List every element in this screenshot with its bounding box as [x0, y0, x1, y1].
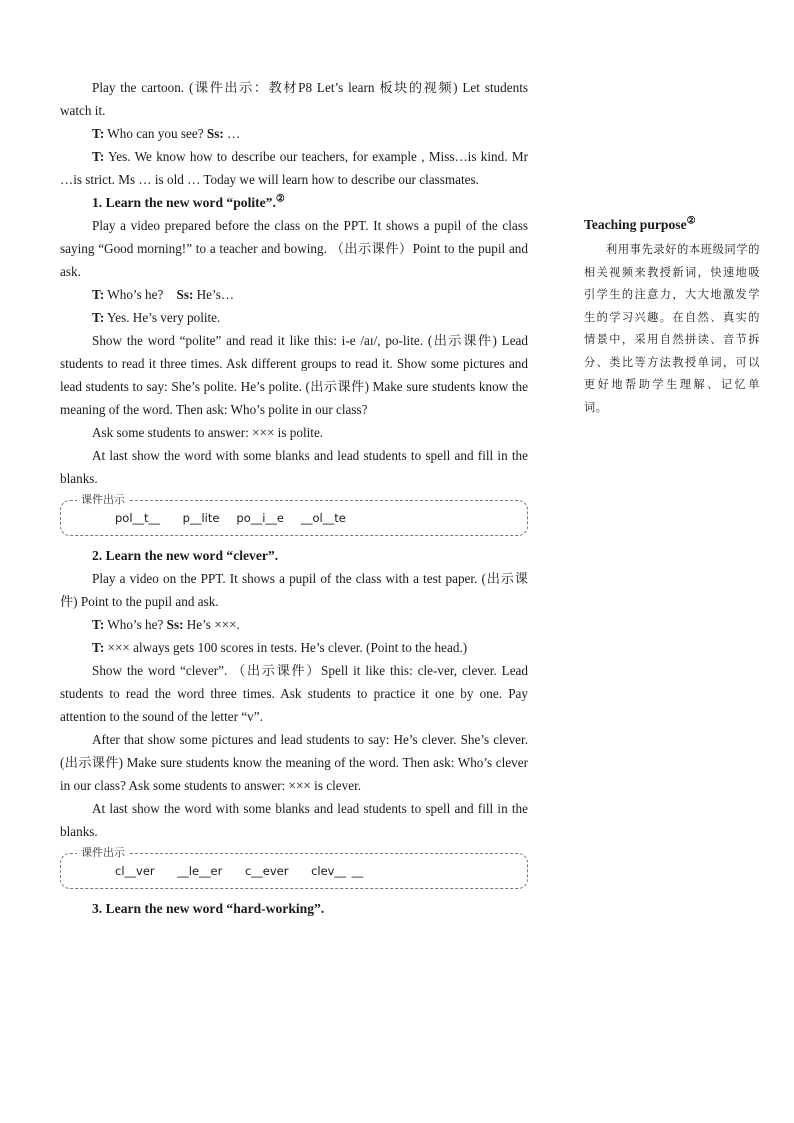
dialogue-text: … [223, 126, 241, 141]
dialogue-text: Who’s he? [104, 287, 177, 302]
note-title-text: Teaching purpose [584, 217, 687, 232]
dialogue-text: Who’s he? [104, 617, 167, 632]
footnote-mark: ② [686, 215, 696, 227]
paragraph: Play the cartoon. (课件出示：教材P8 Let’s learn 板块的视频) Let students watch it. [60, 80, 528, 118]
dialogue-line [60, 306, 528, 329]
dialogue-line [60, 283, 528, 306]
dialogue-text: Yes. He’s very polite. [104, 310, 221, 325]
courseware-tag: 课件出示 [77, 846, 129, 860]
dialogue-text: Who can you see? [104, 126, 207, 141]
note-body: 利用事先录好的本班级同学的相关视频来教授新词，快速地吸引学生的注意力，大大地激发学生的学习兴趣。在自然、真实的情景中，采用自然拼读、音节拆分、类比等方法教授单词，可以更好地帮助学生理解、记忆单词。 [584, 243, 760, 414]
speaker-ss: Ss: [176, 287, 194, 302]
speaker-t: T: [92, 287, 105, 302]
speaker-t: T: [92, 617, 105, 632]
paragraph: After that show some pictures and lead students to say: He’s clever. She’s clever. (出示课件) Make sure students know the meaning of the word. Then ask: Who’s clever in our class? Ask some students to answer: ××× is clever. [60, 732, 528, 793]
dialogue-text: Yes. We know how to describe our teachers, for example , Miss…is kind. Mr …is strict. Ms … is old … Today we will learn how to describe our classmates. [60, 149, 528, 187]
courseware-box [60, 846, 528, 889]
dialogue-text: He’s… [193, 287, 235, 302]
paragraph: Show the word “polite” and read it like this: i-e /aɪ/, po-lite. (出示课件) Lead students to read it three times. Ask different groups to read it. Show some pictures and lead students to say: She’s polite. He’s polite. (出示课件) Make sure students know the meaning of the word. Then ask: Who’s polite in our class? [60, 333, 528, 417]
dialogue-line [60, 613, 528, 636]
paragraph: Play a video on the PPT. It shows a pupil of the class with a test paper. (出示课件) Point to the pupil and ask. [60, 571, 528, 609]
paragraph: Show the word “clever”. （出示课件）Spell it like this: cle-ver, clever. Lead students to read the word three times. Ask students to practice it one by one. Pay attention to the sound of the letter “v”. [60, 663, 528, 724]
teaching-purpose-note [584, 214, 760, 419]
lesson-content [60, 76, 528, 920]
speaker-ss: Ss: [166, 617, 184, 632]
paragraph: At last show the word with some blanks and lead students to spell and fill in the blanks. [60, 801, 528, 839]
speaker-t: T: [92, 149, 105, 164]
footnote-mark: ② [275, 193, 285, 205]
courseware-box [60, 493, 528, 536]
paragraph: Ask some students to answer: ××× is polite. [92, 425, 324, 440]
paragraph: Play a video prepared before the class on the PPT. It shows a pupil of the class saying “Good morning!” to a teacher and bowing. （出示课件）Point to the pupil and ask. [60, 218, 528, 279]
paragraph: At last show the word with some blanks and lead students to spell and fill in the blanks. [60, 448, 528, 486]
blank-words: cl__ver __le__er c__ever clev__ __ [115, 864, 364, 878]
note-title [584, 214, 760, 236]
section-heading-polite [60, 191, 528, 214]
dialogue-line [60, 122, 528, 145]
heading-text: 1. Learn the new word “polite”. [92, 195, 276, 210]
speaker-t: T: [92, 126, 105, 141]
section-heading-hard-working: 3. Learn the new word “hard-working”. [92, 901, 325, 916]
blank-words: pol__t__ p__lite po__i__e __ol__te [115, 511, 346, 525]
speaker-ss: Ss: [206, 126, 224, 141]
speaker-t: T: [92, 640, 105, 655]
section-heading-clever: 2. Learn the new word “clever”. [92, 548, 279, 563]
dialogue-text: He’s ×××. [183, 617, 240, 632]
dialogue-line [60, 145, 528, 191]
courseware-tag: 课件出示 [77, 493, 129, 507]
dialogue-line [60, 636, 528, 659]
speaker-t: T: [92, 310, 105, 325]
dialogue-text: ××× always gets 100 scores in tests. He’s clever. (Point to the head.) [104, 640, 468, 655]
